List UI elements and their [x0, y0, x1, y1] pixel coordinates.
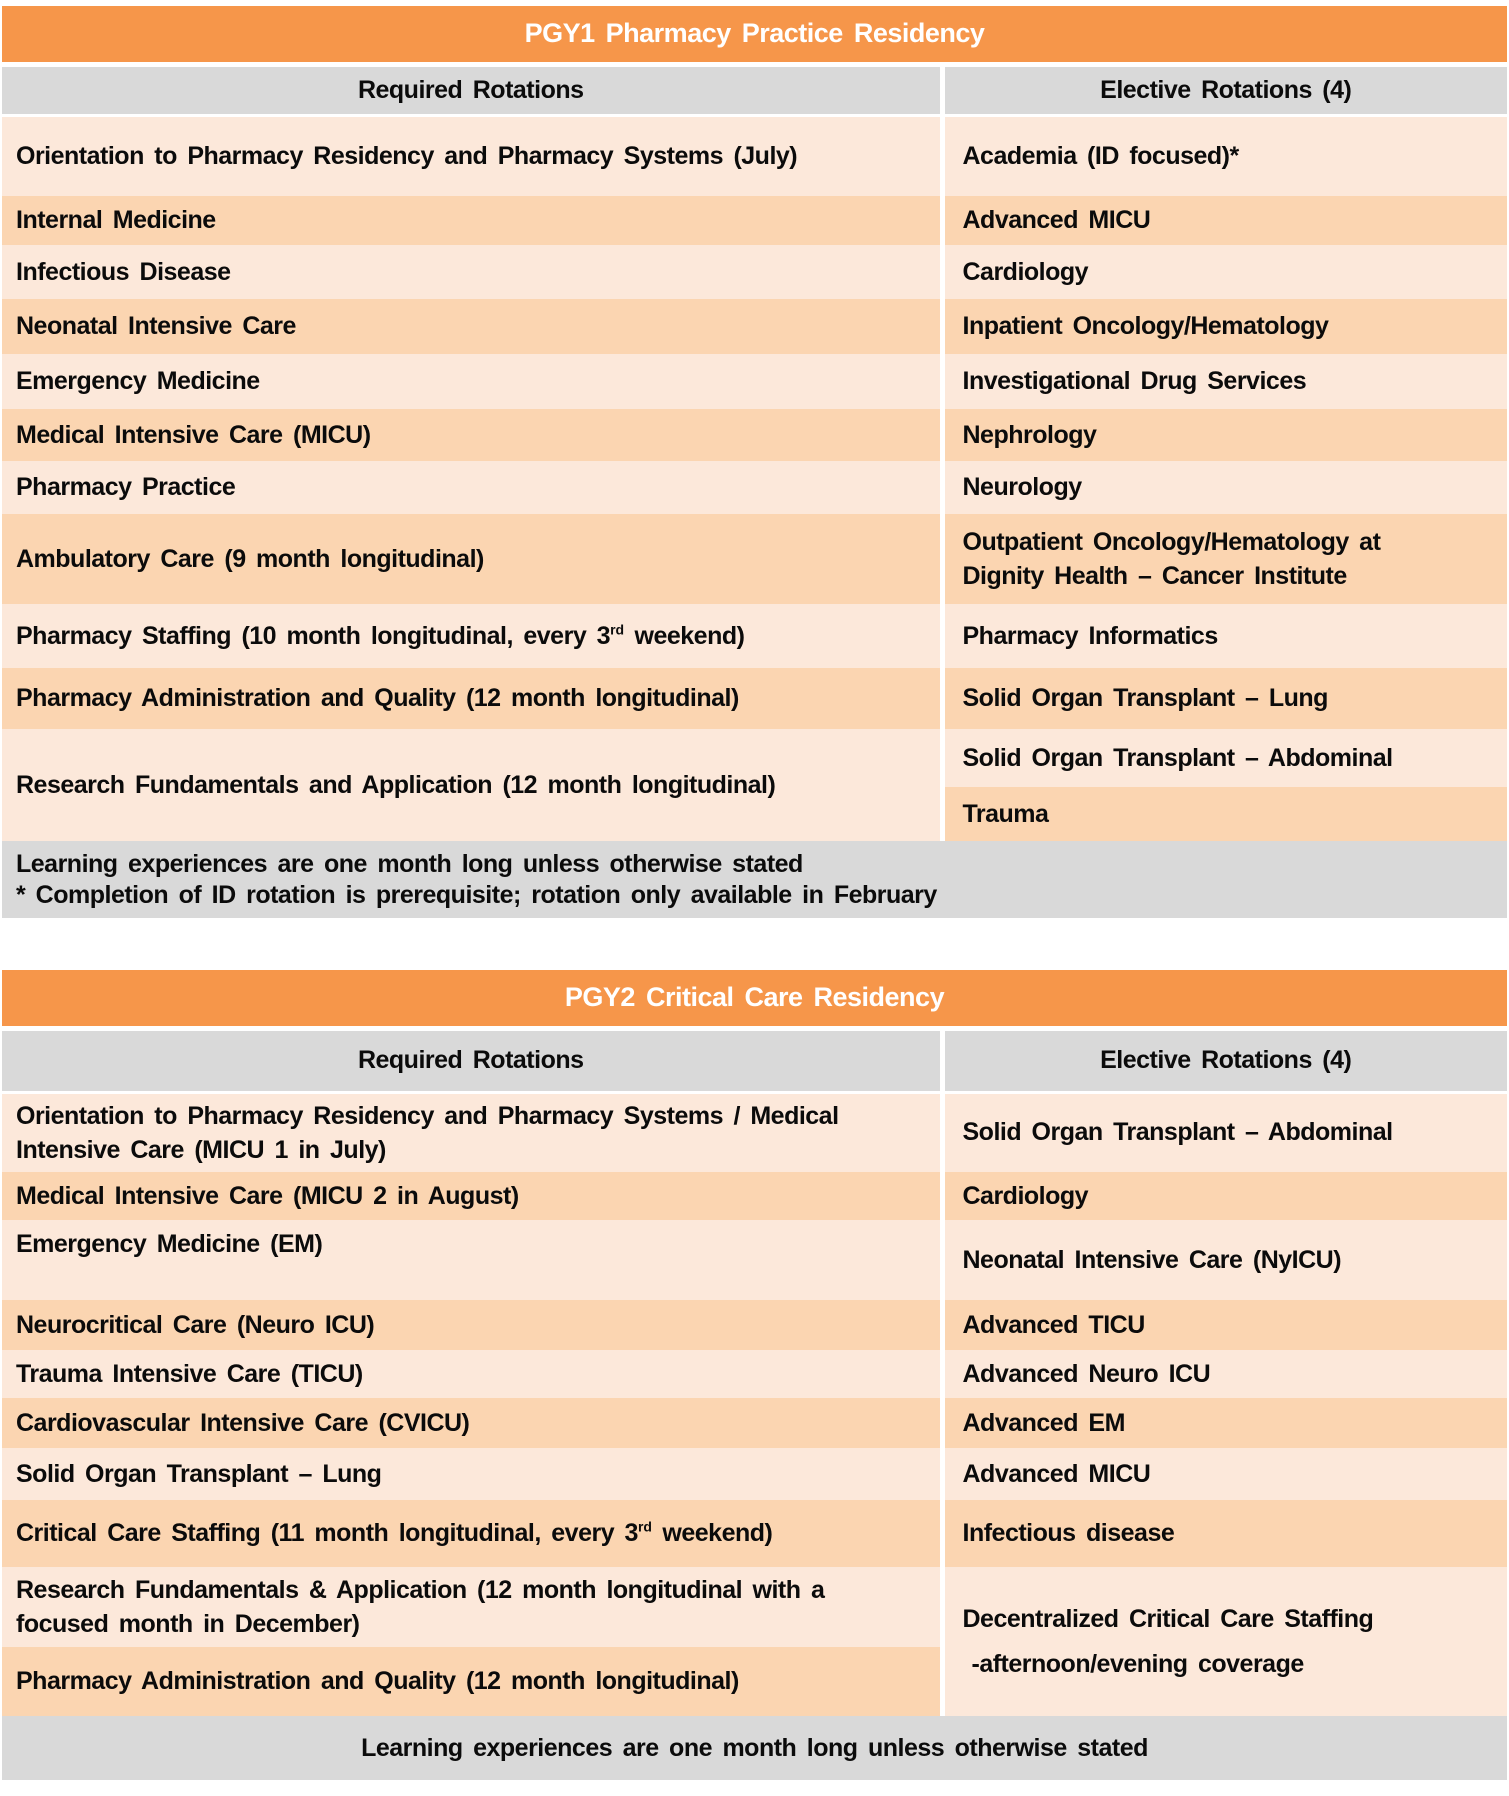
elective-cell: Solid Organ Transplant – Lung [942, 668, 1507, 729]
pgy1-required-rotations-header: Required Rotations [2, 64, 942, 115]
elective-cell: Advanced MICU [942, 1448, 1507, 1500]
footnote-line-1: Learning experiences are one month long unless otherwise stated [16, 849, 803, 878]
footnote-line-1: Learning experiences are one month long unless otherwise stated [361, 1733, 1148, 1762]
elective-cell: Solid Organ Transplant – Abdominal [942, 1092, 1507, 1172]
pgy2-table-title: PGY2 Critical Care Residency [2, 970, 1507, 1028]
elective-cell: Solid Organ Transplant – Abdominal [942, 729, 1507, 787]
elective-cell: Investigational Drug Services [942, 354, 1507, 409]
required-cell: Emergency Medicine (EM) [2, 1220, 942, 1300]
pgy1-table-title: PGY1 Pharmacy Practice Residency [2, 6, 1507, 64]
elective-cell: Advanced MICU [942, 196, 1507, 245]
elective-cell: Infectious disease [942, 1500, 1507, 1567]
required-cell: Medical Intensive Care (MICU 2 in August) [2, 1172, 942, 1220]
required-cell: Pharmacy Administration and Quality (12 month longitudinal) [2, 1647, 942, 1716]
ordinal-superscript: rd [610, 621, 625, 638]
elective-cell: Cardiology [942, 1172, 1507, 1220]
required-cell: Pharmacy Practice [2, 461, 942, 514]
pgy2-rotations-table [2, 970, 1507, 1780]
elective-cell: Advanced EM [942, 1398, 1507, 1448]
pgy2-elective-rotations-header: Elective Rotations (4) [942, 1028, 1507, 1092]
required-cell: Neonatal Intensive Care [2, 299, 942, 354]
pgy2-footnotes [2, 1716, 1507, 1780]
required-cell: Critical Care Staffing (11 month longitudinal, every 3rd weekend) [2, 1500, 942, 1567]
required-cell: Orientation to Pharmacy Residency and Pharmacy Systems / Medical Intensive Care (MICU 1 in July) [2, 1092, 942, 1172]
required-cell: Trauma Intensive Care (TICU) [2, 1350, 942, 1398]
required-cell: Internal Medicine [2, 196, 942, 245]
required-cell: Medical Intensive Care (MICU) [2, 409, 942, 461]
elective-cell: Trauma [942, 787, 1507, 841]
elective-cell: Nephrology [942, 409, 1507, 461]
required-cell: Research Fundamentals and Application (12 month longitudinal) [2, 729, 942, 841]
elective-cell: Outpatient Oncology/Hematology at Dignity Health – Cancer Institute [942, 514, 1507, 604]
pgy1-rotations-table [2, 6, 1507, 918]
elective-cell: Inpatient Oncology/Hematology [942, 299, 1507, 354]
elective-cell: Cardiology [942, 245, 1507, 299]
required-cell: Pharmacy Staffing (10 month longitudinal, every 3rd weekend) [2, 604, 942, 668]
elective-cell: Advanced TICU [942, 1300, 1507, 1350]
elective-cell: Decentralized Critical Care Staffing -afternoon/evening coverage [942, 1567, 1507, 1716]
elective-cell: Academia (ID focused)* [942, 115, 1507, 196]
footnote-line-2: * Completion of ID rotation is prerequisite; rotation only available in February [16, 880, 937, 909]
required-cell: Pharmacy Administration and Quality (12 month longitudinal) [2, 668, 942, 729]
required-cell: Cardiovascular Intensive Care (CVICU) [2, 1398, 942, 1448]
elective-cell: Neonatal Intensive Care (NyICU) [942, 1220, 1507, 1300]
required-cell: Infectious Disease [2, 245, 942, 299]
required-cell: Ambulatory Care (9 month longitudinal) [2, 514, 942, 604]
required-cell: Neurocritical Care (Neuro ICU) [2, 1300, 942, 1350]
elective-cell: Neurology [942, 461, 1507, 514]
required-cell: Emergency Medicine [2, 354, 942, 409]
pgy2-required-rotations-header: Required Rotations [2, 1028, 942, 1092]
pgy1-footnotes [2, 841, 1507, 918]
elective-cell: Advanced Neuro ICU [942, 1350, 1507, 1398]
required-cell: Orientation to Pharmacy Residency and Pharmacy Systems (July) [2, 115, 942, 196]
ordinal-superscript: rd [637, 1518, 652, 1535]
pgy1-elective-rotations-header: Elective Rotations (4) [942, 64, 1507, 115]
required-cell: Solid Organ Transplant – Lung [2, 1448, 942, 1500]
required-cell: Research Fundamentals & Application (12 month longitudinal with a focused month in December) [2, 1567, 942, 1647]
elective-cell: Pharmacy Informatics [942, 604, 1507, 668]
table-gap [2, 918, 1507, 970]
